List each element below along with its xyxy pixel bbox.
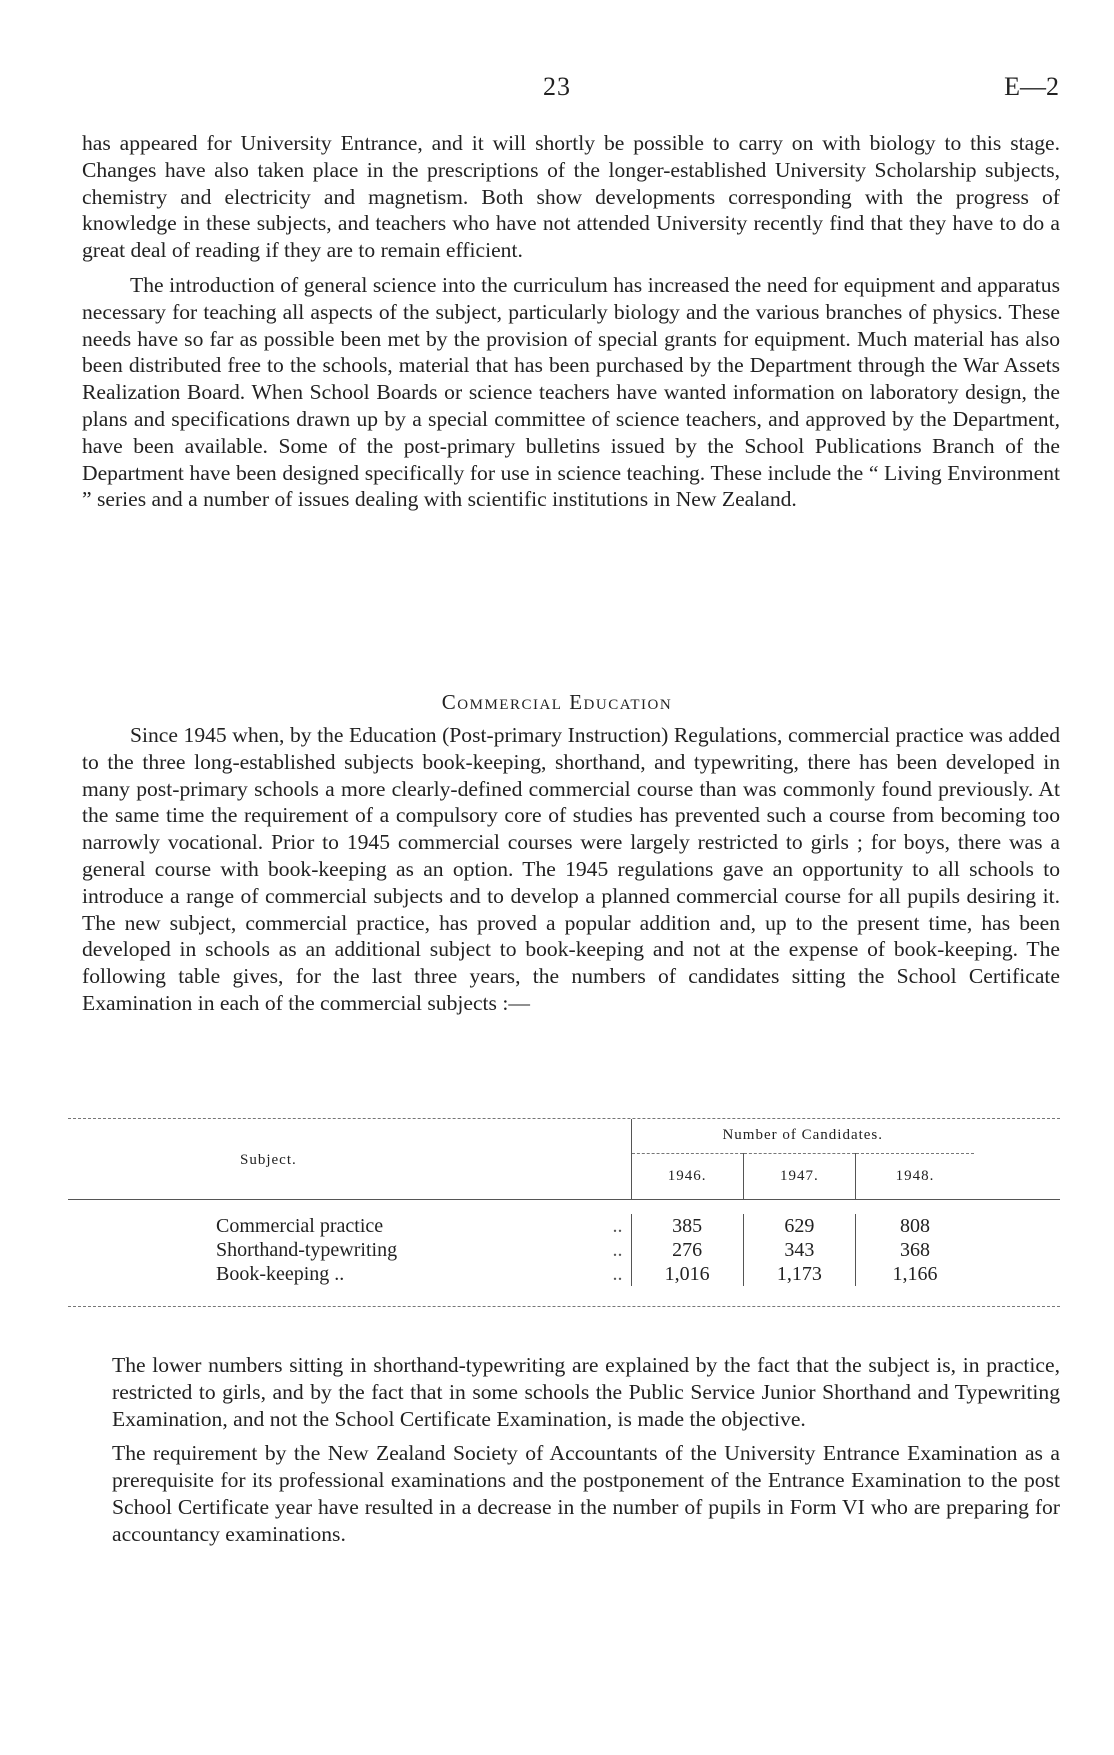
row-subject: Shorthand-typewriting .. — [216, 1238, 623, 1261]
subject-header-cell — [68, 1119, 631, 1199]
stats-table — [68, 1119, 1060, 1306]
top-text-block — [82, 130, 1060, 521]
table-row — [68, 1214, 1060, 1238]
row-value: 1,166 — [855, 1262, 974, 1286]
paragraph-accountants: The requirement by the New Zealand Society of Accountants of the University Entrance Examination as a prerequisite for its professional examinations and the postponement of the Entrance Examination to the post School Certificate year have resulted in a decrease in the number of pupils in Form VI who are preparing for accountancy examinations. — [112, 1441, 1060, 1546]
row-value: 808 — [855, 1214, 974, 1238]
row-subject: Commercial practice .. — [216, 1214, 623, 1237]
group-header: Number of Candidates. — [631, 1119, 974, 1153]
table-bottom-rule — [68, 1306, 1060, 1307]
row-value: 1,173 — [743, 1262, 855, 1286]
row-value: 368 — [855, 1238, 974, 1262]
table-row — [68, 1238, 1060, 1262]
row-subject: Book-keeping .. .. — [216, 1262, 623, 1285]
row-value: 343 — [743, 1238, 855, 1262]
paragraph-continued: has appeared for University Entrance, and it will shortly be possible to carry on with biology to this stage. Changes have also taken place in the prescriptions of the longer-established University Scholarship subjects, chemistry and electricity and magnetism. Both show developments corresponding with the progress of knowledge in these subjects, and teachers who have not attended University recently find that they have to do a great deal of reading if they are to remain efficient. — [82, 131, 1060, 263]
row-value: 629 — [743, 1214, 855, 1238]
row-value: 385 — [631, 1214, 743, 1238]
row-value: 1,016 — [631, 1262, 743, 1286]
candidates-table — [68, 1118, 1060, 1307]
bottom-text-block — [112, 1352, 1060, 1556]
commercial-text-block — [82, 722, 1060, 1025]
year-header-1948: 1948. — [855, 1153, 974, 1199]
document-reference: E—2 — [1004, 72, 1059, 101]
year-header-1947: 1947. — [743, 1153, 855, 1199]
section-heading: Commercial Education — [441, 690, 673, 714]
page-number: 23 — [543, 72, 571, 101]
paragraph-commercial-education: Since 1945 when, by the Education (Post-primary Instruction) Regulations, commercial practice was added to the three long-established subjects book-keeping, shorthand, and typewriting, there has been developed in many post-primary schools a more clearly-defined commercial course than was commonly found previously. At the same time the requirement of a compulsory core of studies has prevented such a course from becoming too narrowly vocational. Prior to 1945 commercial courses were largely restricted to girls ; for boys, there was a general course with book-keeping as an option. The 1945 regulations gave an opportunity to all schools to introduce a range of commercial subjects and to develop a planned commercial course for all pupils desiring it. The new subject, commercial practice, has proved a popular addition and, up to the present time, has been developed in schools as an additional subject to book-keeping and not at the expense of book-keeping. The following table gives, for the last three years, the numbers of candidates sitting the School Certificate Examination in each of the commercial subjects :— — [82, 723, 1060, 1015]
paragraph-lower-numbers: The lower numbers sitting in shorthand-typewriting are explained by the fact that the subject is, in practice, restricted to girls, and by the fact that in some schools the Public Service Junior Shorthand and Typewriting Examination, and not the School Certificate Examination, is made the objective. — [112, 1353, 1060, 1431]
year-header-1946: 1946. — [631, 1153, 743, 1199]
paragraph-general-science: The introduction of general science into the curriculum has increased the need for equipment and apparatus necessary for teaching all aspects of the subject, particularly biology and the various branches of physics. These needs have so far as possible been met by the provision of special grants for equipment. Much material has also been distributed free to the schools, material that has been purchased by the Department through the War Assets Realization Board. When School Boards or science teachers have wanted information on laboratory design, the plans and specifications drawn up by a special committee of science teachers, and approved by the Department, have been available. Some of the post-primary bulletins issued by the School Publications Branch of the Department have been designed specifically for use in science teaching. These include the “ Living Environment ” series and a number of issues dealing with scientific institutions in New Zealand. — [82, 272, 1060, 512]
row-value: 276 — [631, 1238, 743, 1262]
subject-header: Subject. — [240, 1152, 297, 1169]
table-row — [68, 1262, 1060, 1286]
